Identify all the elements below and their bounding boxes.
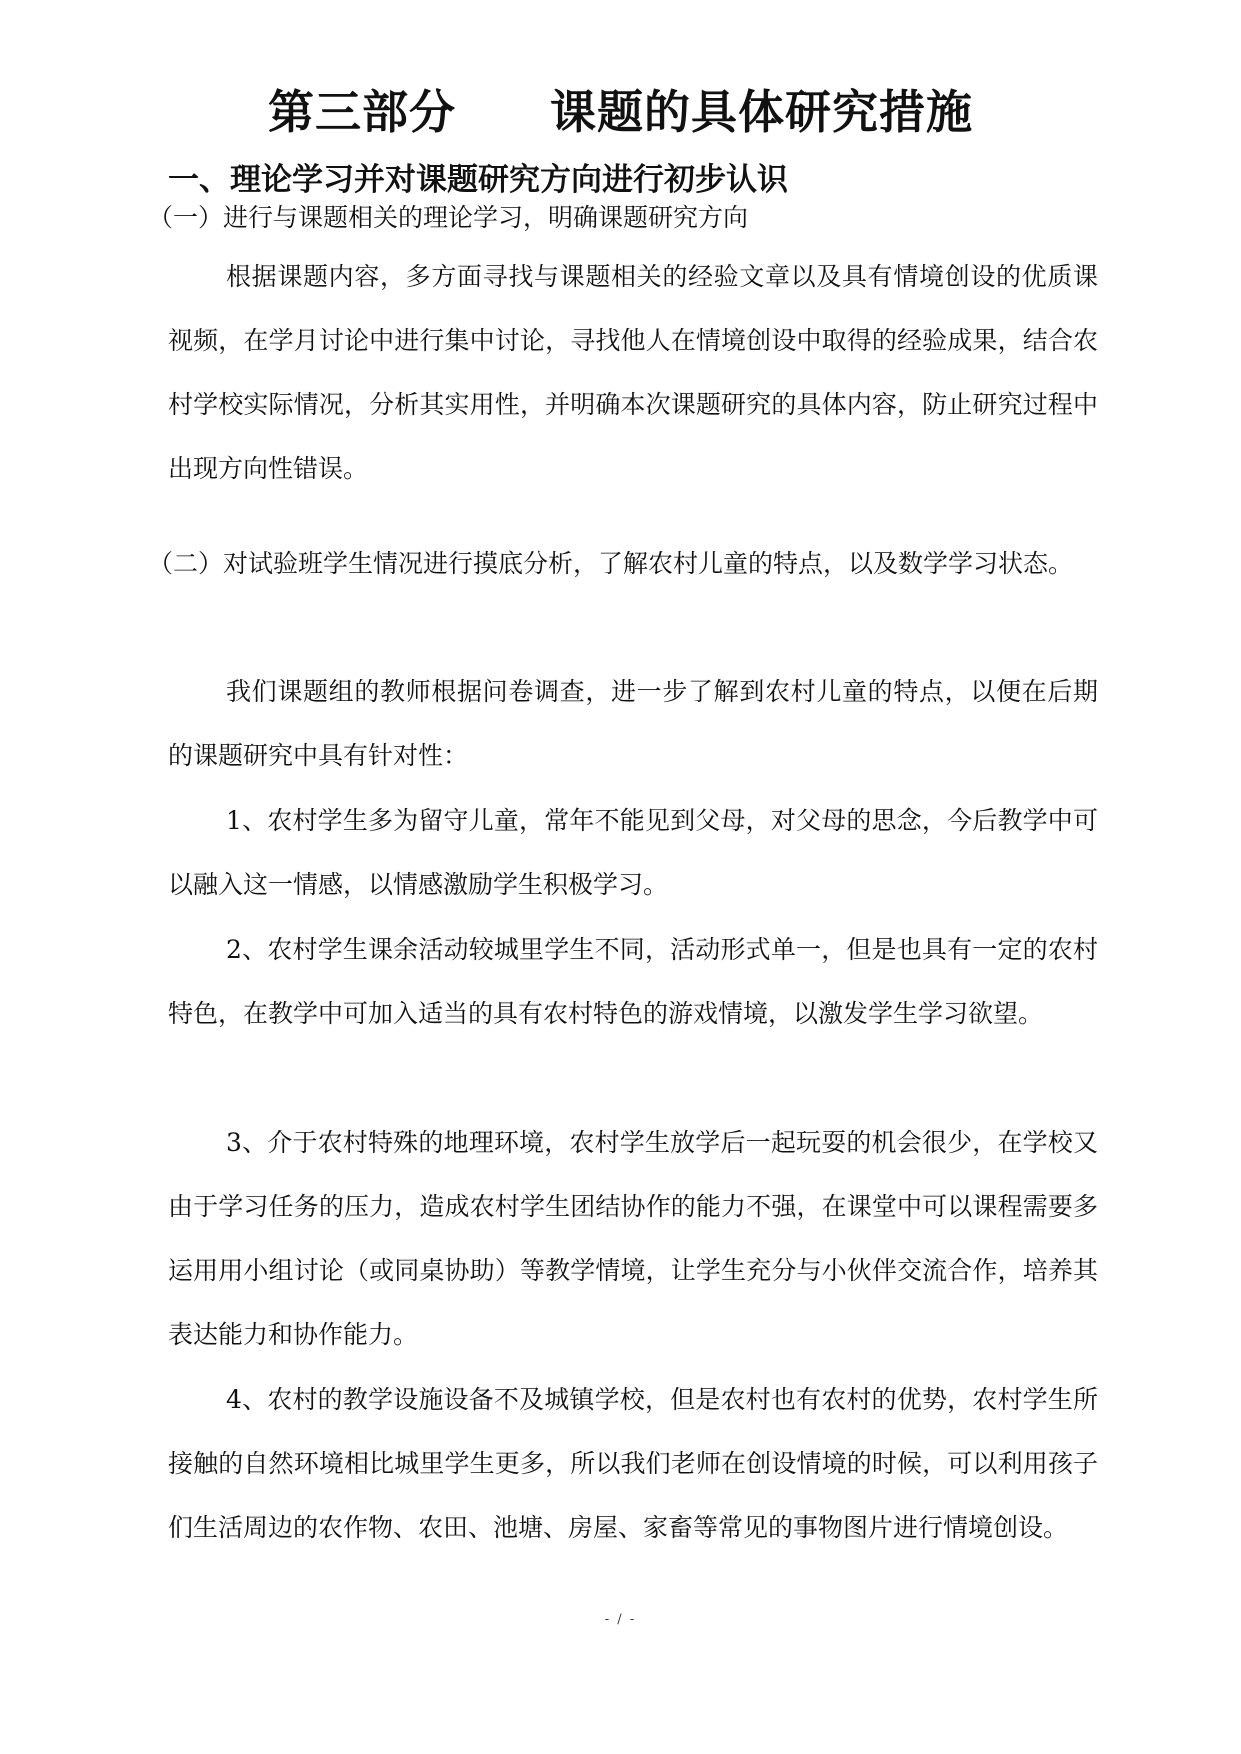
page-footer: - / -	[604, 1612, 637, 1627]
paragraph-1: 根据课题内容，多方面寻找与课题相关的经验文章以及具有情境创设的优质课视频，在学月讨论中进行集中讨论，寻找他人在情境创设中取得的经验成果，结合农村学校实际情况，分析其实用性，并明确本次课题研究的具体内容，防止研究过程中出现方向性错误。	[168, 262, 1098, 483]
subsection-heading-1: （一）进行与课题相关的理论学习，明确课题研究方向	[148, 203, 749, 232]
section-heading: 一、理论学习并对课题研究方向进行初步认识	[168, 162, 788, 198]
list-item-2: 2、农村学生课余活动较城里学生不同，活动形式单一，但是也具有一定的农村特色，在教学中可加入适当的具有农村特色的游戏情境，以激发学生学习欲望。	[168, 935, 1098, 1028]
list-item-3: 3、介于农村特殊的地理环境，农村学生放学后一起玩耍的机会很少，在学校又由于学习任务的压力，造成农村学生团结协作的能力不强，在课堂中可以课程需要多运用用小组讨论（或同桌协助）等教学情境，让学生充分与小伙伴交流合作，培养其表达能力和协作能力。	[168, 1128, 1098, 1349]
page-title: 第三部分 课题的具体研究措施	[268, 85, 973, 139]
subsection-heading-2: （二）对试验班学生情况进行摸底分析，了解农村儿童的特点，以及数学学习状态。	[148, 549, 1074, 578]
paragraph-2: 我们课题组的教师根据问卷调查，进一步了解到农村儿童的特点，以便在后期的课题研究中具有针对性：	[168, 677, 1098, 770]
list-item-1: 1、农村学生多为留守儿童，常年不能见到父母，对父母的思念，今后教学中可以融入这一情感，以情感激励学生积极学习。	[168, 806, 1098, 899]
list-item-4: 4、农村的教学设施设备不及城镇学校，但是农村也有农村的优势，农村学生所接触的自然环境相比城里学生更多，所以我们老师在创设情境的时候，可以利用孩子们生活周边的农作物、农田、池塘、房屋、家畜等常见的事物图片进行情境创设。	[168, 1385, 1098, 1542]
